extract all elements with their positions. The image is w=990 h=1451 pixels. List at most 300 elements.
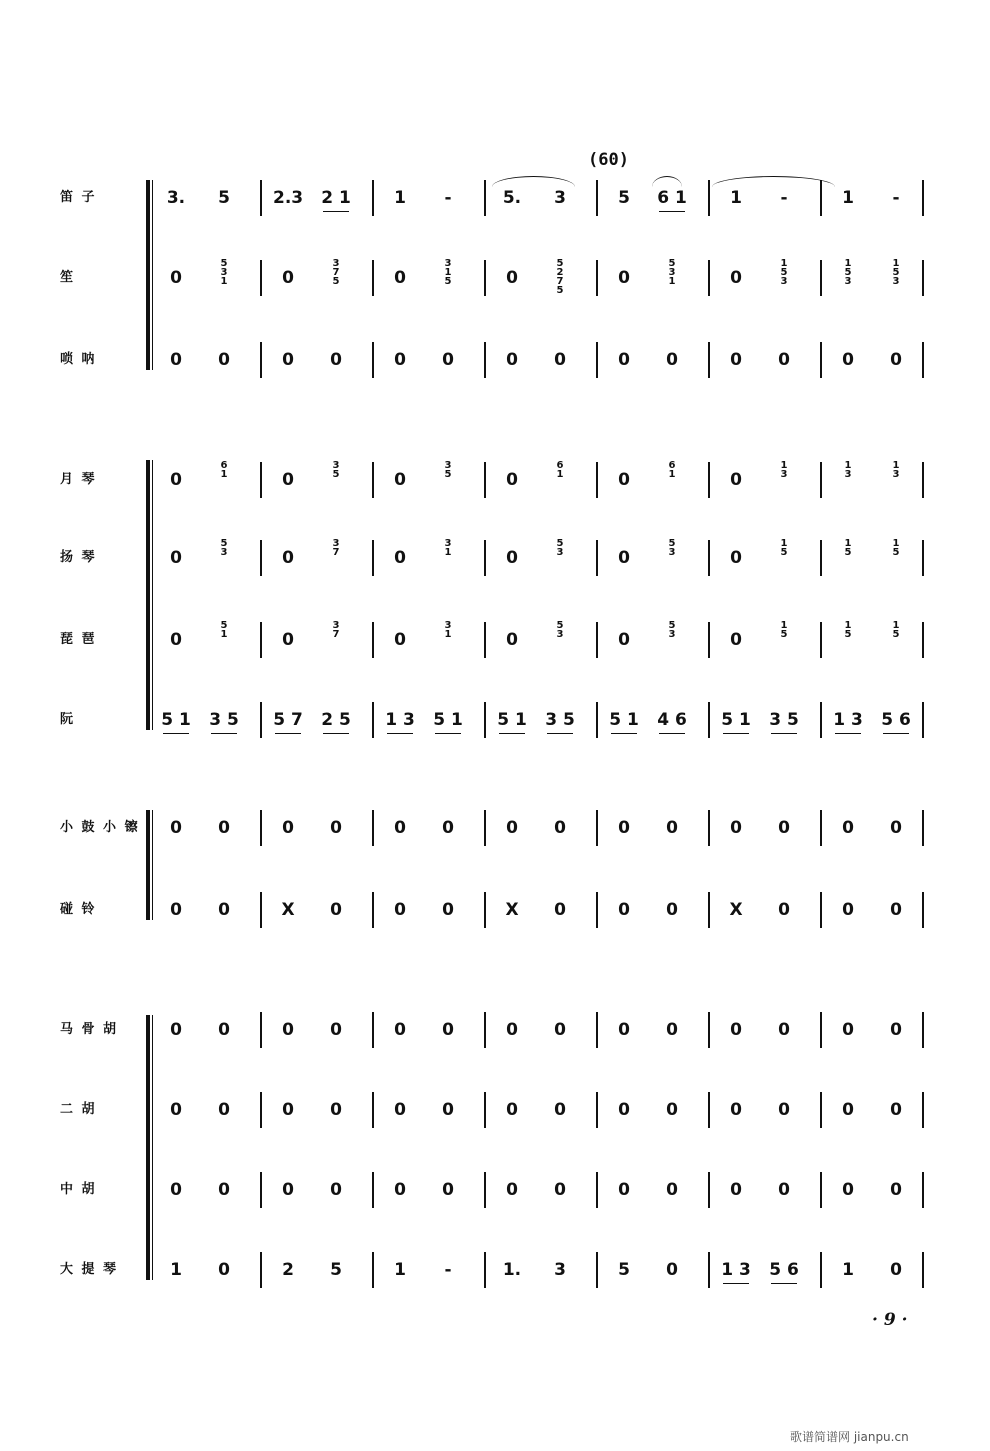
beam-underline [547,733,573,734]
barline [922,1252,924,1288]
barline [260,892,262,928]
note: 3 1 [444,538,452,558]
note: 0 [330,1020,342,1040]
beam-underline [771,1283,797,1284]
barline [260,622,262,658]
rehearsal-mark: (60) [588,150,629,170]
beam-underline [323,733,349,734]
note: 1 3 [721,1260,751,1280]
note: 1 3 [780,460,788,480]
note: 0 [554,900,566,920]
note: 0 [282,630,294,650]
barline [708,702,710,738]
note: - [892,188,900,208]
note: 0 [730,1180,742,1200]
note: 0 [506,470,518,490]
instrument-label: 中 胡 [60,1182,97,1197]
barline [596,342,598,378]
barline [708,1092,710,1128]
staff-row [0,188,990,258]
note: 0 [778,1180,790,1200]
barline [596,1012,598,1048]
note: 0 [506,630,518,650]
note: 5 3 [668,538,676,558]
note: 3 7 [332,620,340,640]
note: 1 5 [844,620,852,640]
note: 0 [394,1100,406,1120]
barline [708,180,710,216]
note: 0 [282,1180,294,1200]
barline [596,1252,598,1288]
barline [372,622,374,658]
note: 3 1 [444,620,452,640]
note: 0 [218,350,230,370]
note: 0 [330,900,342,920]
note: 5 7 [273,710,303,730]
note: 2 1 [321,188,351,208]
note: 0 [890,1260,902,1280]
instrument-label: 笙 [60,270,76,285]
barline [596,1172,598,1208]
barline [484,1172,486,1208]
note: 0 [506,1020,518,1040]
barline [922,260,924,296]
staff-row [0,350,990,420]
note: 1 [394,1260,406,1280]
note: 0 [842,1100,854,1120]
instrument-label: 月 琴 [60,472,97,487]
note: 0 [618,900,630,920]
note: 1 3 [833,710,863,730]
barline [820,1172,822,1208]
barline [708,810,710,846]
note: 0 [618,1100,630,1120]
note: 0 [506,268,518,288]
note: 0 [666,1020,678,1040]
barline [484,1012,486,1048]
note: 0 [170,1100,182,1120]
barline [922,342,924,378]
note: 1 [842,188,854,208]
barline [372,1092,374,1128]
note: 0 [666,1180,678,1200]
staff-row [0,620,990,700]
note: 0 [442,1020,454,1040]
note: 0 [394,1020,406,1040]
note: 5 2 7 5 [556,258,564,296]
barline [260,1012,262,1048]
instrument-label: 大 提 琴 [60,1262,119,1277]
note: 0 [730,548,742,568]
note: 3 5 [332,460,340,480]
note: 0 [218,1020,230,1040]
note: 5 1 [220,620,228,640]
note: 1 5 [780,538,788,558]
note: 1 3 [844,460,852,480]
note: 1 5 [780,620,788,640]
note: 5. [502,188,522,208]
note: 1 5 [892,620,900,640]
barline [708,1172,710,1208]
note: 0 [842,900,854,920]
note: 5 1 [161,710,191,730]
note: 0 [506,350,518,370]
barline [922,1012,924,1048]
note: 0 [170,268,182,288]
barline [708,892,710,928]
barline [372,342,374,378]
barline [596,892,598,928]
barline [260,462,262,498]
barline [596,180,598,216]
note: 3. [166,188,186,208]
barline [596,810,598,846]
note: 0 [842,350,854,370]
note: 2 [282,1260,294,1280]
note: 0 [170,350,182,370]
note: 0 [442,1180,454,1200]
note: 0 [778,900,790,920]
beam-underline [211,733,237,734]
note: 0 [170,548,182,568]
barline [484,462,486,498]
beam-underline [723,1283,749,1284]
barline [820,810,822,846]
note: 0 [890,1180,902,1200]
barline [708,622,710,658]
beam-underline [723,733,749,734]
barline [820,622,822,658]
barline [708,342,710,378]
note: 3 [554,1260,566,1280]
barline [922,892,924,928]
note: 3 7 5 [332,258,340,287]
note: 0 [730,630,742,650]
note: 0 [890,350,902,370]
barline [922,810,924,846]
note: 5 [218,188,230,208]
note: 0 [330,818,342,838]
instrument-label: 唢 呐 [60,352,97,367]
note: 0 [394,900,406,920]
note: 0 [554,1100,566,1120]
note: 0 [170,900,182,920]
note: 0 [554,1020,566,1040]
note: 1 [394,188,406,208]
note: 0 [666,1100,678,1120]
note: 0 [890,818,902,838]
note: 0 [394,268,406,288]
slur [712,176,835,187]
note: 5 [618,1260,630,1280]
note: 5 1 [609,710,639,730]
barline [260,810,262,846]
note: 0 [282,1020,294,1040]
barline [484,342,486,378]
note: 0 [778,818,790,838]
note: 0 [506,1180,518,1200]
note: - [444,188,452,208]
watermark: 歌谱简谱网 jianpu.cn [790,1430,909,1444]
barline [484,540,486,576]
note: 0 [666,350,678,370]
barline [260,1092,262,1128]
note: 0 [282,818,294,838]
barline [596,1092,598,1128]
beam-underline [387,733,413,734]
note: 5 1 [721,710,751,730]
staff-row [0,460,990,540]
note: 5 6 [881,710,911,730]
staff-row [0,1100,990,1170]
note: 0 [442,818,454,838]
staff-row [0,1260,990,1330]
note: 3 7 [332,538,340,558]
beam-underline [771,733,797,734]
staff-row [0,258,990,338]
barline [922,1092,924,1128]
barline [820,462,822,498]
note: 2 5 [321,710,351,730]
instrument-label: 阮 [60,712,76,727]
note: 1 5 3 [780,258,788,287]
barline [260,180,262,216]
note: 1. [502,1260,522,1280]
barline [596,702,598,738]
barline [260,342,262,378]
beam-underline [883,733,909,734]
note: 3 5 [545,710,575,730]
barline [820,702,822,738]
note: 5 6 [769,1260,799,1280]
note: 0 [282,1100,294,1120]
staff-row [0,818,990,888]
barline [484,892,486,928]
beam-underline [499,733,525,734]
note: 1 5 [844,538,852,558]
note: 0 [618,1020,630,1040]
staff-row [0,710,990,780]
note: 0 [730,1020,742,1040]
note: 0 [218,818,230,838]
barline [922,540,924,576]
barline [484,180,486,216]
note: 0 [778,350,790,370]
note: 0 [730,1100,742,1120]
barline [372,702,374,738]
barline [922,1172,924,1208]
note: 0 [394,630,406,650]
note: 0 [842,818,854,838]
beam-underline [163,733,189,734]
note: 0 [394,350,406,370]
instrument-label: 小 鼓 小 镲 [60,820,140,835]
note: 0 [330,1180,342,1200]
barline [260,702,262,738]
note: 3 1 5 [444,258,452,287]
note: 3 5 [444,460,452,480]
beam-underline [835,733,861,734]
note: 5 3 [220,538,228,558]
barline [372,1172,374,1208]
barline [596,540,598,576]
barline [372,180,374,216]
note: 5 3 [556,538,564,558]
note: 0 [554,818,566,838]
note: 0 [666,1260,678,1280]
note: 0 [890,1100,902,1120]
note: 6 1 [668,460,676,480]
note: 0 [170,630,182,650]
note: 0 [170,818,182,838]
barline [372,462,374,498]
note: 5 3 [668,620,676,640]
instrument-label: 马 骨 胡 [60,1022,119,1037]
note: 6 1 [220,460,228,480]
note: 0 [666,900,678,920]
note: 0 [618,1180,630,1200]
barline [820,1092,822,1128]
beam-underline [435,733,461,734]
note: 0 [394,1180,406,1200]
note: 0 [618,470,630,490]
note: 0 [890,900,902,920]
note: 5 1 [497,710,527,730]
barline [484,260,486,296]
barline [484,1252,486,1288]
note: 0 [778,1020,790,1040]
note: 0 [218,1260,230,1280]
note: 0 [554,1180,566,1200]
slur [492,176,575,187]
note: 3 5 [209,710,239,730]
barline [820,342,822,378]
barline [596,462,598,498]
instrument-label: 扬 琴 [60,550,97,565]
note: 0 [394,548,406,568]
note: 0 [282,548,294,568]
staff-row [0,900,990,970]
barline [260,1172,262,1208]
barline [372,810,374,846]
note: 0 [282,350,294,370]
staff-row [0,538,990,618]
note: 0 [842,1020,854,1040]
beam-underline [659,211,685,212]
barline [708,260,710,296]
note: 0 [170,1020,182,1040]
note: 0 [394,470,406,490]
barline [372,540,374,576]
instrument-label: 碰 铃 [60,902,97,917]
barline [484,1092,486,1128]
barline [260,1252,262,1288]
beam-underline [659,733,685,734]
note: 5 [330,1260,342,1280]
note: 1 [730,188,742,208]
note: 0 [282,470,294,490]
barline [484,702,486,738]
barline [820,892,822,928]
note: 0 [218,900,230,920]
barline [372,1012,374,1048]
note: 0 [890,1020,902,1040]
note: 0 [778,1100,790,1120]
note: 5 [618,188,630,208]
note: 0 [394,818,406,838]
slur [652,176,682,187]
barline [820,1252,822,1288]
note: 1 [842,1260,854,1280]
barline [708,540,710,576]
beam-underline [323,211,349,212]
note: 0 [330,350,342,370]
note: 0 [442,350,454,370]
note: 0 [506,1100,518,1120]
note: 0 [666,818,678,838]
barline [708,462,710,498]
note: 0 [170,1180,182,1200]
note: 0 [618,818,630,838]
note: 0 [554,350,566,370]
note: 0 [618,630,630,650]
note: 0 [218,1180,230,1200]
note: 0 [330,1100,342,1120]
barline [922,180,924,216]
note: 0 [730,350,742,370]
note: 0 [506,818,518,838]
note: 2.3 [273,188,304,208]
note: 1 [170,1260,182,1280]
note: X [281,900,295,920]
note: 5 1 [433,710,463,730]
note: 1 3 [385,710,415,730]
note: 3 5 [769,710,799,730]
barline [922,622,924,658]
note: 0 [218,1100,230,1120]
note: 0 [618,350,630,370]
barline [260,260,262,296]
note: - [444,1260,452,1280]
instrument-label: 琵 琶 [60,632,97,647]
note: 3 [554,188,566,208]
staff-row [0,1020,990,1090]
note: 0 [442,900,454,920]
instrument-label: 二 胡 [60,1102,97,1117]
barline [484,810,486,846]
note: 0 [618,268,630,288]
barline [372,892,374,928]
barline [820,540,822,576]
note: 0 [506,548,518,568]
beam-underline [275,733,301,734]
barline [596,260,598,296]
barline [922,462,924,498]
note: 0 [730,268,742,288]
barline [922,702,924,738]
note: X [729,900,743,920]
note: 0 [170,470,182,490]
page-number: · 9 · [872,1310,908,1330]
note: 0 [282,268,294,288]
instrument-label: 笛 子 [60,190,97,205]
barline [260,540,262,576]
barline [372,1252,374,1288]
note: 0 [730,818,742,838]
barline [596,622,598,658]
note: 0 [442,1100,454,1120]
barline [820,1012,822,1048]
